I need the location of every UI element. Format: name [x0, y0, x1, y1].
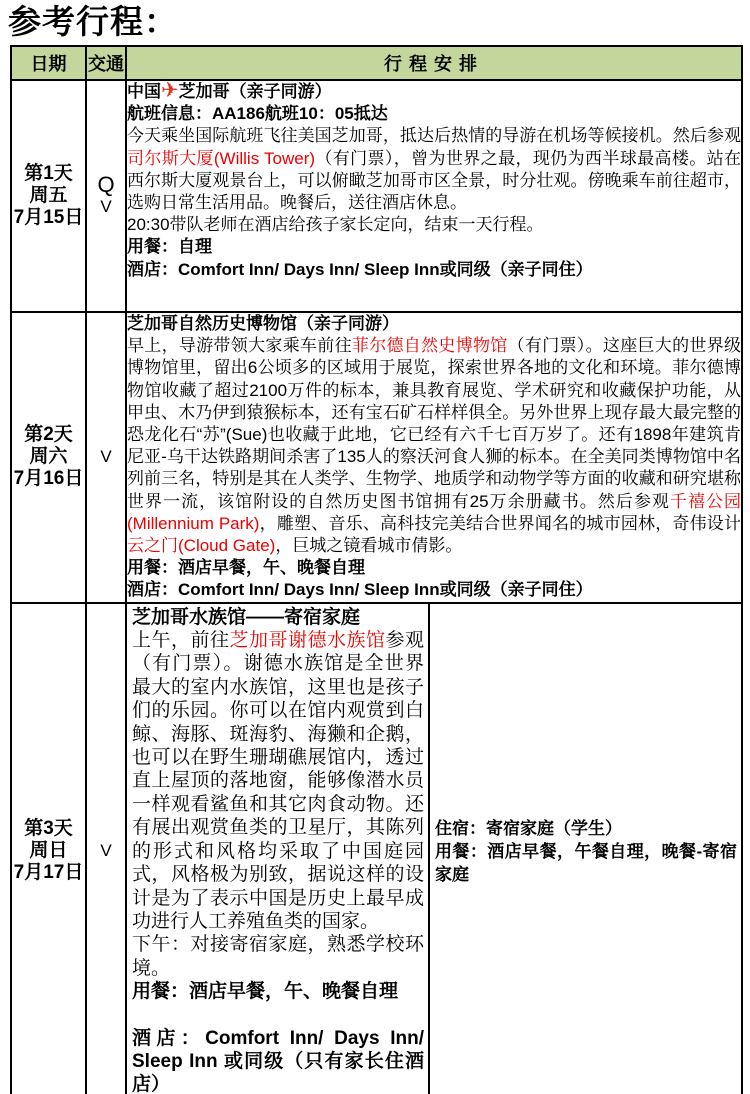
day1-transport-cell [86, 80, 126, 312]
day3-date-label: 7月17日 [13, 862, 84, 884]
day3-meals: 用餐：酒店早餐，午、晚餐自理 [132, 981, 399, 1003]
day2-title: 芝加哥自然历史博物馆（亲子同游） [127, 314, 399, 333]
text-segment: 上午，前往 [132, 630, 230, 652]
page-title: 参考行程： [8, 3, 178, 40]
day3-hotel: 酒店：Comfort Inn/ Days Inn/ Sleep Inn 或同级（只有家长住酒店） [132, 1027, 424, 1094]
day3-main-column [127, 604, 430, 1094]
day3-date-cell [11, 603, 86, 1094]
table-row-day3 [11, 603, 742, 1094]
itinerary-table [10, 45, 743, 1094]
day1-route-title [127, 81, 741, 103]
day2-hotel: 酒店：Comfort Inn/ Days Inn/ Sleep Inn或同级（亲子同住） [127, 580, 593, 600]
day1-route-origin: 中国 [127, 82, 161, 101]
day2-transport-cell [86, 312, 126, 603]
day2-date-label: 7月16日 [13, 468, 84, 490]
header-date-cell: 日期 [11, 46, 86, 80]
cloud-gate-highlight: 云之门(Cloud Gate) [127, 536, 276, 556]
day1-weekday-label: 周五 [29, 185, 68, 206]
day1-date-cell [11, 80, 86, 312]
day2-itinerary-cell [126, 312, 742, 603]
text-segment: （有门票），曾为世界之最，现仍为西半球最高楼。站在西尔斯大厦观景台上，可以俯瞰芝加哥市区全景，时分壮观。傍晚乘车前往超市，选购日常生活用品。晚餐后，送往酒店休息。 [127, 148, 741, 213]
table-row-day1 [11, 80, 742, 312]
day2-weekday-label: 周六 [29, 446, 68, 468]
day3-day-label: 第3天 [24, 818, 73, 840]
day1-itinerary-cell [126, 80, 742, 312]
header-transport-cell: 交通 [86, 46, 126, 80]
day2-description [127, 335, 741, 557]
day3-description [132, 629, 424, 933]
day1-route-destination: 芝加哥（亲子同游） [178, 82, 332, 101]
text-segment: 今天乘坐国际航班飞往美国芝加哥，抵达后热情的导游在机场等候接机。然后参观 [127, 126, 741, 146]
day1-date-label: 7月15日 [13, 207, 84, 228]
day1-hotel: 酒店：Comfort Inn/ Days Inn/ Sleep Inn或同级（亲子同住） [127, 259, 593, 279]
day3-weekday-label: 周日 [29, 840, 68, 862]
day2-day-label: 第2天 [24, 424, 73, 446]
day1-evening-note: 20:30带队老师在酒店给孩子家长定向，结束一天行程。 [127, 215, 544, 235]
day3-side-meals: 用餐：酒店早餐，午餐自理，晚餐-寄宿家庭 [435, 841, 737, 884]
field-museum-highlight: 菲尔德自然史博物馆 [351, 336, 508, 356]
text-segment: （有门票）。这座巨大的世界级博物馆里，留出6公顷多的区域用于展览，探索世界各地的文化和环境。菲尔德博物馆收藏了超过2100万件的标本，兼具教育展览、学术研究和收藏保护功能，从甲虫、木乃伊到猿猴标本，还有宝石矿石样样俱全。另外世界上现存最大最完整的恐龙化石“苏”(Sue)也收藏于此地，它已经有六千七百万岁了。还有1898年建筑肯尼亚-乌干达铁路期间杀害了135人的察沃河食人狮的标本。在全美同类博物馆中名列前三名，特别是其在人类学、生物学、地质学和动物学等方面的收藏和研究堪称世界一流，该馆附设的自然历史图书馆拥有25万余册藏书。然后参观 [127, 336, 742, 511]
day3-split-container [127, 604, 741, 1094]
transport-code-q: Q [97, 172, 115, 197]
day3-transport-cell [86, 603, 126, 1094]
day1-meals: 用餐：自理 [127, 237, 212, 257]
day2-meals: 用餐：酒店早餐，午、晚餐自理 [127, 558, 365, 578]
day3-itinerary-cell [126, 603, 742, 1094]
day2-date-cell [11, 312, 86, 603]
header-itinerary-cell: 行程安排 [126, 46, 742, 80]
transport-code-v: V [100, 841, 112, 861]
text-segment: 参观（有门票）。谢德水族馆是全世界最大的室内水族馆，这里也是孩子们的乐园。你可以在馆内观赏到白鲸、海豚、斑海豹、海獭和企鹅，也可以在野生珊瑚礁展馆内，透过直上屋顶的落地窗，能够像潜水员一样观看鲨鱼和其它肉食动物。还有展出观赏鱼类的卫星厅，其陈列的形式和风格均采取了中国庭园式，风格极为别致，据说这样的设计是为了表示中国是历史上最早成功进行人工养殖鱼类的国家。 [132, 630, 424, 932]
day1-description [127, 125, 741, 214]
shedd-aquarium-highlight: 芝加哥谢德水族馆 [229, 630, 386, 652]
text-segment: ，巨城之镜看城市倩影。 [275, 536, 463, 556]
transport-code-v: V [100, 447, 112, 467]
day3-afternoon-note: 下午：对接寄宿家庭，熟悉学校环境。 [132, 934, 424, 979]
day3-side-column [430, 604, 741, 1094]
table-row-day2 [11, 312, 742, 603]
text-segment: ，雕塑、音乐、高科技完美结合世界闻名的城市园林，奇伟设计 [259, 513, 742, 533]
millennium-park-highlight: 千禧公园(Millennium Park) [127, 491, 741, 533]
day3-title: 芝加哥水族馆——寄宿家庭 [132, 606, 361, 628]
airplane-icon: ✈ [161, 79, 179, 102]
table-header-row [11, 46, 742, 80]
transport-code-v: V [100, 197, 112, 216]
willis-tower-highlight: 司尔斯大厦(Willis Tower) [127, 148, 316, 168]
day3-lodging: 住宿：寄宿家庭（学生） [435, 818, 622, 838]
text-segment: 早上，导游带领大家乘车前往 [127, 336, 352, 356]
day1-day-label: 第1天 [24, 163, 73, 184]
day1-flight-info: 航班信息：AA186航班10：05抵达 [127, 104, 388, 124]
